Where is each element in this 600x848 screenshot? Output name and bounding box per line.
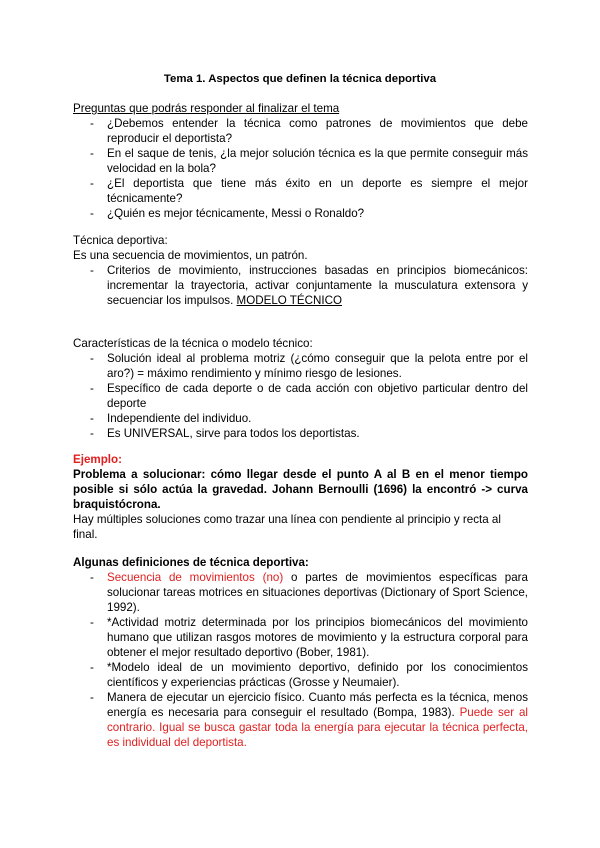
- list-item: - Independiente del individuo.: [73, 411, 528, 426]
- list-item: - Específico de cada deporte o de cada acción con objetivo particular dentro del deporte: [73, 381, 528, 411]
- definiciones-section: [73, 555, 528, 750]
- modelo-tecnico-label: MODELO TÉCNICO: [236, 294, 342, 307]
- definicion-1-text: o partes de movimientos específicas para solucionar tareas motrices en situaciones deportivas (Dictionary of Sport Science, 1992).: [107, 571, 528, 614]
- preguntas-heading: Preguntas que podrás responder al finalizar el tema: [73, 102, 340, 115]
- list-item: - En el saque de tenis, ¿la mejor solución técnica es la que permite conseguir más velocidad en la bola?: [73, 146, 528, 176]
- preguntas-list: [73, 116, 528, 221]
- caracteristicas-heading: Características de la técnica o modelo técnico:: [73, 337, 313, 350]
- tecnica-item-text: Criterios de movimiento, instrucciones basadas en principios biomecánicos: incrementar la trayectoria, activar conjuntamente la musculatura extensora y secuenciar los impulsos.: [107, 264, 528, 307]
- list-item: [73, 690, 528, 750]
- list-item: [73, 263, 528, 308]
- definiciones-heading: Algunas definiciones de técnica deportiva:: [73, 556, 309, 569]
- ejemplo-section: [73, 452, 528, 542]
- definicion-4-text: Manera de ejecutar un ejercicio físico. Cuanto más perfecta es la técnica, menos energía es necesaria para conseguir el resultado (Bompa, 1983).: [107, 691, 528, 719]
- list-item: - Es UNIVERSAL, sirve para todos los deportistas.: [73, 426, 528, 441]
- ejemplo-problem: Problema a solucionar: cómo llegar desde el punto A al B en el menor tiempo posible si sólo actúa la gravedad. Johann Bernoulli (1696) la encontró -> curva braquistócrona.: [73, 468, 528, 511]
- preguntas-section: [73, 101, 528, 221]
- definiciones-list: [73, 570, 528, 750]
- page-title: Tema 1. Aspectos que definen la técnica deportiva: [163, 73, 437, 85]
- caracteristicas-section: [73, 336, 528, 441]
- list-item: [73, 570, 528, 615]
- tecnica-list: [73, 263, 528, 308]
- list-item: - ¿Debemos entender la técnica como patrones de movimientos que debe reproducir el deportista?: [73, 116, 528, 146]
- ejemplo-text: Hay múltiples soluciones como trazar una línea con pendiente al principio y recta al final.: [73, 513, 501, 541]
- list-item: - ¿Quién es mejor técnicamente, Messi o Ronaldo?: [73, 206, 528, 221]
- list-item: - ¿El deportista que tiene más éxito en un deporte es siempre el mejor técnicamente?: [73, 176, 528, 206]
- definicion-4-red: Puede ser al contrario. Igual se busca gastar toda la energía para ejecutar la técnica perfecta, es individual del deportista.: [107, 706, 528, 749]
- list-item: - *Modelo ideal de un movimiento deportivo, definido por los conocimientos científicos y experiencias prácticas (Grosse y Neumaier).: [73, 660, 528, 690]
- caracteristicas-list: [73, 351, 528, 441]
- ejemplo-label: Ejemplo:: [73, 453, 122, 466]
- tecnica-line: Es una secuencia de movimientos, un patrón.: [73, 249, 308, 262]
- list-item: - *Actividad motriz determinada por los principios biomecánicos del movimiento humano que utilizan rasgos motores de movimiento y la estructura corporal para obtener el mejor resultado deportivo (Bober, 1981).: [73, 615, 528, 660]
- list-item: - Solución ideal al problema motriz (¿cómo conseguir que la pelota entre por el aro?) = máximo rendimiento y mínimo riesgo de lesiones.: [73, 351, 528, 381]
- definicion-1-red: Secuencia de movimientos (no): [107, 571, 284, 584]
- tecnica-heading: Técnica deportiva:: [73, 234, 168, 247]
- tecnica-section: [73, 233, 528, 308]
